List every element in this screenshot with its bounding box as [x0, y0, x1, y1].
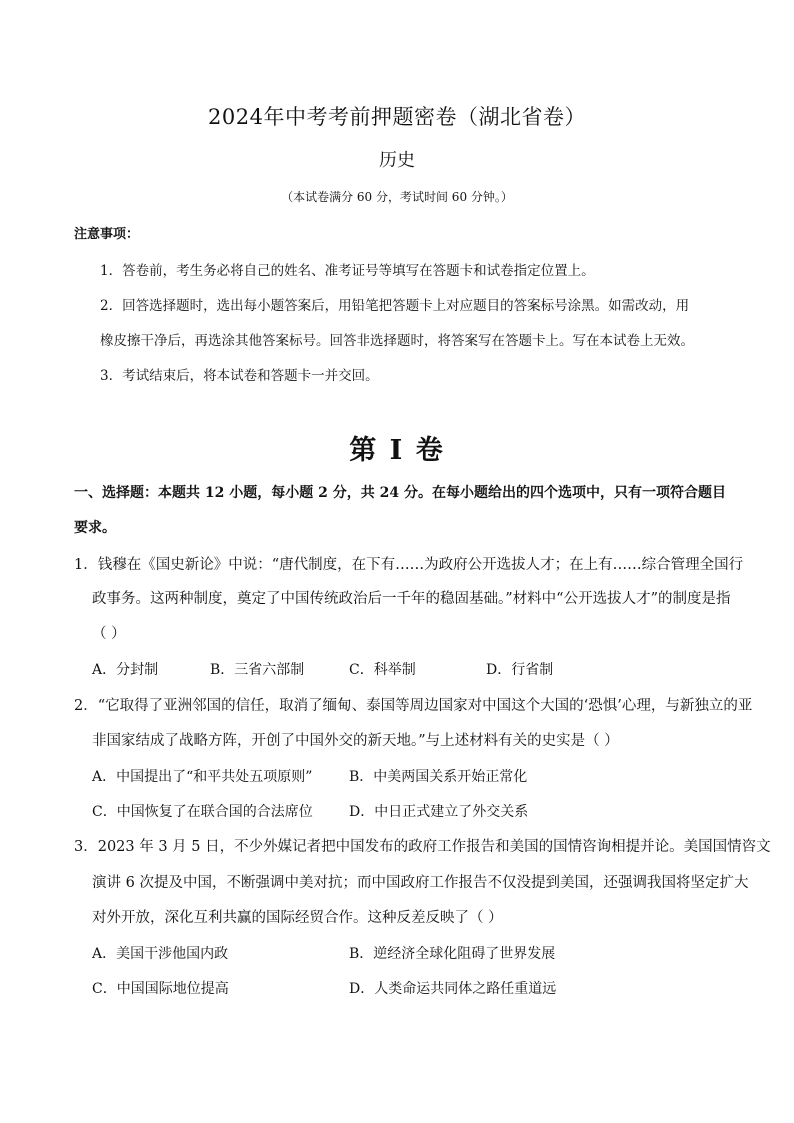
question-1-answer-blank: （ ）	[92, 626, 126, 642]
question-2-option-d[interactable]: D．中日正式建立了外交关系	[349, 804, 529, 820]
question-2-option-a[interactable]: A．中国提出了“和平共处五项原则”	[92, 769, 313, 785]
question-3-text: 对外开放，深化互利共赢的国际经贸合作。这种反差反映了（ ）	[92, 910, 503, 926]
question-1-option-c[interactable]: C．科举制	[349, 662, 416, 678]
question-3-option-c[interactable]: C．中国国际地位提高	[92, 981, 229, 997]
question-3-option-b[interactable]: B．逆经济全球化阻碍了世界发展	[349, 946, 556, 962]
question-2-text: 2．“它取得了亚洲邻国的信任，取消了缅甸、泰国等周边国家对中国这个大国的‘恐惧’心理，与新独立的亚	[74, 698, 753, 714]
question-2-option-b[interactable]: B．中美两国关系开始正常化	[349, 769, 528, 785]
note-item-continued: 橡皮擦干净后，再选涂其他答案标号。回答非选择题时，将答案写在答题卡上。写在本试卷上无效。	[100, 333, 694, 349]
question-1-text: 1．钱穆在《国史新论》中说：“唐代制度，在下有……为政府公开选拔人才；在上有……综合管理全国行	[74, 557, 744, 573]
question-2-text: 非国家结成了战略方阵，开创了中国外交的新天地。”与上述材料有关的史实是（ ）	[92, 733, 619, 749]
note-item: 3．考试结束后，将本试卷和答题卡一并交回。	[100, 368, 379, 384]
exam-meta: （本试卷满分 60 分，考试时间 60 分钟。）	[281, 190, 513, 204]
section-title: 第 I 卷	[349, 435, 445, 466]
question-1-option-b[interactable]: B．三省六部制	[210, 662, 305, 678]
note-item: 2．回答选择题时，选出每小题答案后，用铅笔把答题卡上对应题目的答案标号涂黑。如需改动，用	[100, 298, 690, 314]
question-2-option-c[interactable]: C．中国恢复了在联合国的合法席位	[92, 804, 313, 820]
note-item: 1．答卷前，考生务必将自己的姓名、准考证号等填写在答题卡和试卷指定位置上。	[100, 263, 595, 279]
question-3-text: 演讲 6 次提及中国，不断强调中美对抗；而中国政府工作报告不仅没提到美国，还强调我国将坚定扩大	[92, 875, 749, 891]
notes-heading: 注意事项：	[74, 227, 140, 242]
question-3-option-a[interactable]: A．美国干涉他国内政	[92, 946, 229, 962]
section-intro-continued: 要求。	[74, 520, 116, 536]
exam-title: 2024年中考考前押题密卷（湖北省卷）	[208, 105, 586, 129]
question-1-text: 政事务。这两种制度，奠定了中国传统政治后一千年的稳固基础。”材料中“公开选拔人才”的制度是指	[92, 591, 731, 607]
question-1-option-a[interactable]: A．分封制	[92, 662, 159, 678]
subject-title: 历史	[379, 150, 415, 171]
section-intro: 一、选择题：本题共 12 小题，每小题 2 分，共 24 分。在每小题给出的四个选项中，只有一项符合题目	[74, 485, 726, 501]
question-3-option-d[interactable]: D．人类命运共同体之路任重道远	[349, 981, 557, 997]
question-3-text: 3．2023 年 3 月 5 日，不少外媒记者把中国发布的政府工作报告和美国的国情咨询相提并论。美国国情咨文	[74, 839, 771, 855]
question-1-option-d[interactable]: D．行省制	[486, 662, 554, 678]
